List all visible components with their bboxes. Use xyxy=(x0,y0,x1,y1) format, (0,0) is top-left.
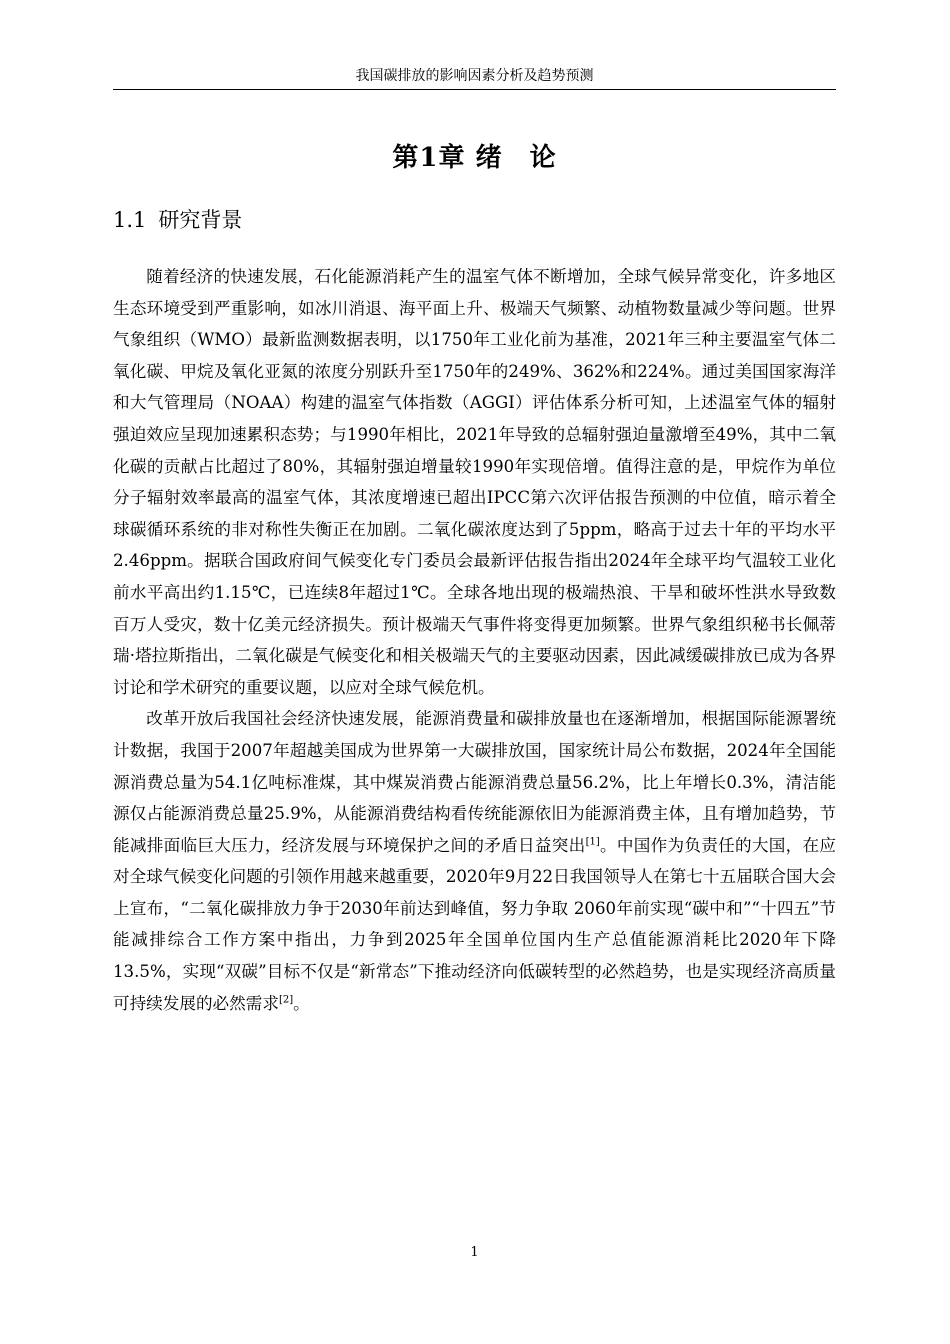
paragraph-2-part-2: 。中国作为负责任的大国，在应对全球气候变化问题的引领作用越来越重要，2020年9月22日我国领导人在第七十五届联合国大会上宣布，“二氧化碳排放力争于2030年前达到峰值，努力争取 2060年前实现“碳中和”“十四五”节能减排综合工作方案中指出，力争到2025年全国单位国内生产总值能源消耗比2020年下降13.5%，实现“双碳”目标不仅是“新常态”下推动经济向低碳转型的必然趋势，也是实现经济高质量可持续发展的必然需求 xyxy=(113,835,837,1013)
chapter-title: 第1章 绪 论 xyxy=(392,143,557,173)
paragraph-2-end: 。 xyxy=(293,993,310,1013)
citation-2[interactable]: [2] xyxy=(278,994,294,1006)
running-header: 我国碳排放的影响因素分析及趋势预测 xyxy=(355,68,594,84)
citation-1[interactable]: [1] xyxy=(585,836,600,848)
paragraph-2-part-1: 改革开放后我国社会经济快速发展，能源消费量和碳排放量也在逐渐增加，根据国际能源署统计数据，我国于2007年超越美国成为世界第一大碳排放国，国家统计局公布数据，2024年全国能源消费总量为54.1亿吨标准煤，其中煤炭消费占能源消费总量56.2%，比上年增长0.3%，清洁能源仅占能源消费总量25.9%，从能源消费结构看传统能源依旧为能源消费主体，且有增加趋势，节能减排面临巨大压力，经济发展与环境保护之间的矛盾日益突出 xyxy=(113,709,836,855)
section-title: 研究背景 xyxy=(158,208,243,232)
page-number: 1 xyxy=(470,1245,479,1260)
paragraph-1: 随着经济的快速发展，石化能源消耗产生的温室气体不断增加，全球气候异常变化，许多地区生态环境受到严重影响，如冰川消退、海平面上升、极端天气频繁、动植物数量减少等问题。世界气象组织（WMO）最新监测数据表明，以1750年工业化前为基准，2021年三种主要温室气体二氧化碳、甲烷及氧化亚氮的浓度分别跃升至1750年的249%、362%和224%。通过美国国家海洋和大气管理局（NOAA）构建的温室气体指数（AGGI）评估体系分析可知，上述温室气体的辐射强迫效应呈现加速累积态势；与1990年相比，2021年导致的总辐射强迫量激增至49%，其中二氧化碳的贡献占比超过了80%，其辐射强迫增量较1990年实现倍增。值得注意的是，甲烷作为单位分子辐射效率最高的温室气体，其浓度增速已超出IPCC第六次评估报告预测的中位值，暗示着全球碳循环系统的非对称性失衡正在加剧。二氧化碳浓度达到了5ppm，略高于过去十年的平均水平 2.46ppm。据联合国政府间气候变化专门委员会最新评估报告指出2024年全球平均气温较工业化前水平高出约1.15℃，已连续8年超过1℃。全球各地出现的极端热浪、干旱和破坏性洪水导致数百万人受灾，数十亿美元经济损失。预计极端天气事件将变得更加频繁。世界气象组织秘书长佩蒂瑞·塔拉斯指出，二氧化碳是气候变化和相关极端天气的主要驱动因素，因此减缓碳排放已成为各界讨论和学术研究的重要议题，以应对全球气候危机。 xyxy=(113,267,836,697)
section-number: 1.1 xyxy=(113,208,147,232)
section-heading xyxy=(113,203,242,237)
body-text xyxy=(113,261,836,1019)
paragraph-2 xyxy=(113,703,836,1019)
header-rule xyxy=(113,89,836,90)
